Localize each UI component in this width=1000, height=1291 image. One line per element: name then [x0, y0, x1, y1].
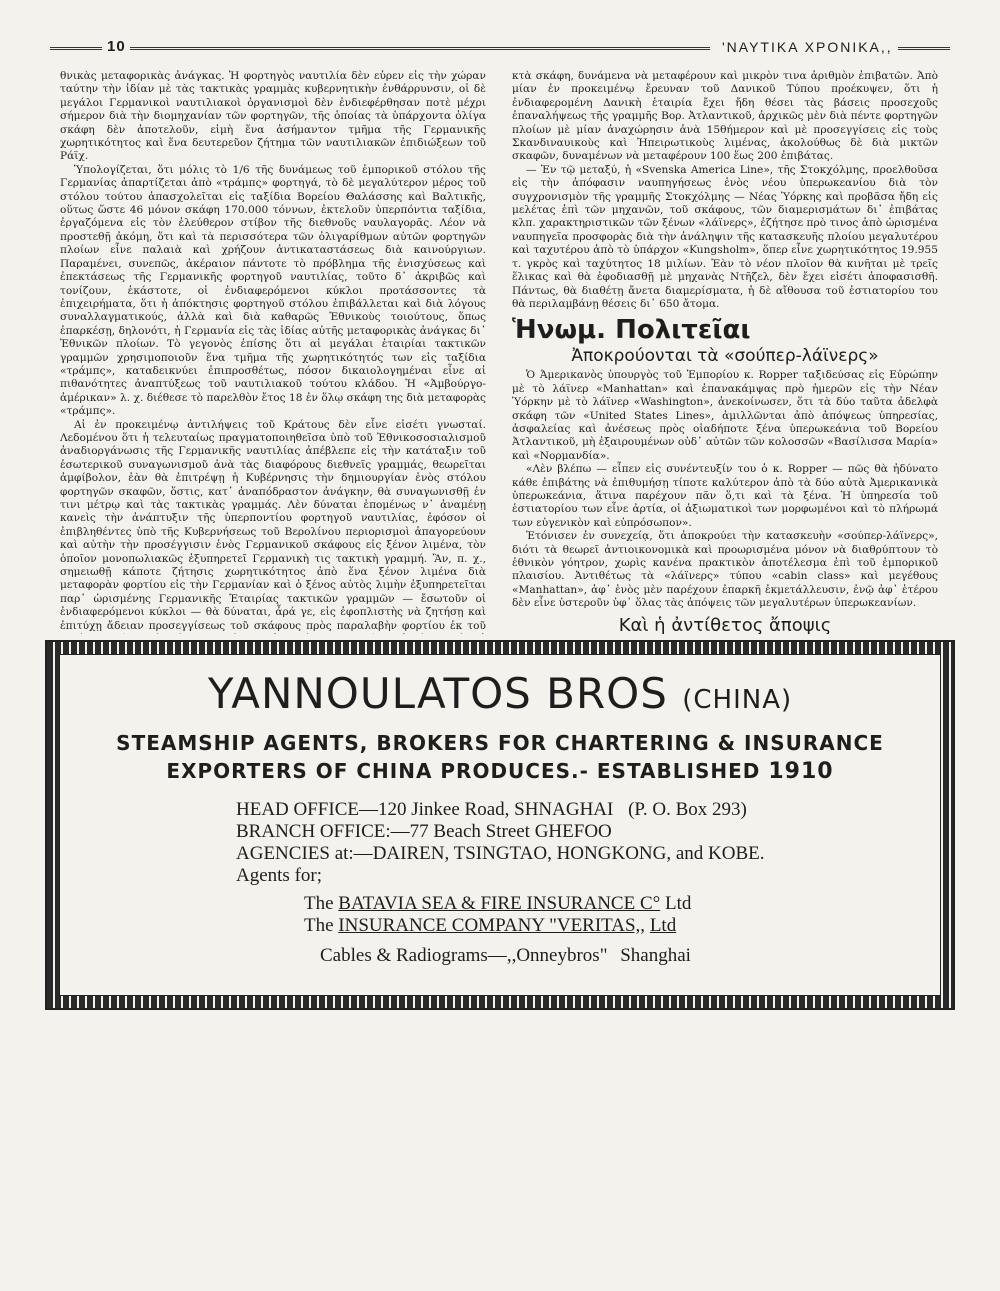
ad-agent1-suffix: Ltd: [664, 893, 692, 914]
ad-agencies-label: AGENCIES at:—: [236, 843, 373, 864]
ad-cables: [320, 945, 691, 967]
ad-exporters: [60, 759, 940, 784]
usa-paragraph-1: Ὁ Ἀμερικανὸς ὑπουργὸς τοῦ Ἐμπορίου κ. Ropper ταξιδεύσας εἰς Εὐρώπην μὲ τὸ λάϊνερ «Manhattan» καὶ ἐπανακάμψας πρὸ ἡμερῶν εἰς τὴν Νέαν Ὑόρκην μὲ τὸ λάϊνερ «Washington», ἀνεκοίνωσεν, ὅτι τὰ δύο ταῦτα ἀδελφὰ σκάφη τῶν «United States Lines», ἁμιλλῶνται ἀπὸ ἀπόψεως ὑπηρεσίας, ἀσφαλείας καὶ ἀνέσεως πρὸς οἱαδήποτε ξένα ὑπερωκεάνια τοῦ Βορείου Ἀτλαντικοῦ, μὴ ἐξαιρουμένων οὐδ᾽ αὐτῶν τῶν κολοσσῶν «Βασίλισσα Μαρία» καὶ «Νορμανδία».: [512, 369, 938, 462]
ad-company-name: [60, 669, 940, 718]
left-column: [60, 70, 486, 634]
ad-agents-for: Agents for;: [236, 865, 323, 886]
ad-branch-office-address: 77 Beach Street GHEFOO: [409, 821, 612, 842]
ad-cables-city: Shanghai: [620, 945, 691, 966]
ad-head-office-address: 120 Jinkee Road, SHNAGHAI: [377, 799, 614, 820]
section-title-usa: Ἡνωμ. Πολιτεῖαι: [512, 315, 751, 346]
ad-established-year: 1910: [768, 759, 834, 784]
ad-agent1-name: BATAVIA SEA & FIRE INSURANCE C°: [338, 893, 661, 914]
ad-agent1-prefix: The: [304, 893, 334, 914]
advertisement-inner: [59, 654, 941, 996]
journal-title: 'ΝΑΥΤΙΚΑ ΧΡΟΝΙΚΑ,,: [722, 39, 893, 55]
left-paragraph-2: Ὑπολογίζεται, ὅτι μόλις τὸ 1/6 τῆς δυνάμεως τοῦ ἐμπορικοῦ στόλου τῆς Γερμανίας ἀπαρτίζεται ἀπὸ «τράμπς» φορτηγά, τὸ δὲ μεγαλύτερον μέρος τοῦ στόλου τούτου ἀπασχολεῖται εἰς ταξίδια Βορείου Θαλάσσης καὶ Βαλτικῆς, οὕτως ὥστε 46 μόνον σκάφη 170.000 τόννων, ἐκτελοῦν ὑπερπόντια ταξίδια, ἐργαζόμενα εἰς τὸν ἐλεύθερον στίβον τῆς διεθνοῦς ναυλαγορᾶς. Λέον νὰ προστεθῇ ἀκόμη, ὅτι καὶ τὰ περισσότερα τῶν ὀλιγαρίθμων αὐτῶν φορτηγῶν πλοίων εἶνε παλαιὰ καὶ χρήζουν ἀντικαταστάσεως διὰ καινούργιων. Παραμένει, συνεπῶς, ἀκέραιον πάντοτε τὸ πρόβλημα τῆς ἐνισχύσεως καὶ ἐπεκτάσεως τῆς Γερμανικῆς φορτηγοῦ ναυτιλίας, τοῦτο δ᾽ ἀκριβῶς καὶ τονίζουν, ἑκάστοτε, οἱ ἐνδιαφερόμενοι κύκλοι προτάσσοντες τὰ ἐπιχειρήματα, ὅτι ἡ ἀπόκτησις φορτηγοῦ στόλου ἐπιβάλλεται καὶ διὰ λόγους συναλλαγματικούς, ἀλλὰ καὶ διὰ καθαρῶς Ἐθνικοὺς τοιούτους, ὅπως ἐπαρκέσῃ, δηλονότι, ἡ Γερμανία εἰς τὰς ἰδίας αὐτῆς μεταφορικὰς ἀνάγκας δι᾽ Ἐθνικῶν πλοίων. Τὸ γεγονὸς ἐπίσης ὅτι αἱ μεγάλαι ἑταιρίαι τακτικῶν γραμμῶν χρησιμοποιοῦν ἕνα τμῆμα τῆς χωρητικότητός των εἰς ταξίδια «τράμπς», καταδεικνύει ἐπιπροσθέτως, πόσον δικαιολογημέναι εἶνε αἱ πιθανότητες ἀναπτύξεως τοῦ ναυτιλιακοῦ τούτου κλάδου. Ἡ «Ἀμβούργο-ἀμέρικαν» λ. χ. διέθεσε τὸ παρελθὸν ἔτος 18 ἐν ὅλῳ σκάφη της διὰ μεταφορὰς «τράμπς».: [60, 163, 486, 418]
page-number: 10: [107, 38, 126, 55]
advertisement-box: [45, 640, 955, 1010]
ad-cables-label: Cables & Radiograms—: [320, 945, 507, 966]
header-rule-left: [50, 47, 102, 50]
right-paragraph-2: — Ἐν τῷ μεταξύ, ἡ «Svenska America Line», τῆς Στοκχόλμης, προελθοῦσα εἰς τὴν ἀπόφασιν ναυπηγήσεως ἑνὸς νέου ὑπερωκεανίου διὰ τὸν συγχρονισμὸν τῆς γραμμῆς Στοκχόλμης — Νέας Ὑόρκης καὶ προβᾶσα ἤδη εἰς μελέτας ἐπὶ τῶν μηχανῶν, τοῦ σκάφους, τῶν διαμερισμάτων δι᾽ ἐπιβάτας κλπ. χαρακτηριστικῶν τῶν ξένων «λάϊνερς», ἐζήτησε πρὸ τινος ἀπὸ ὡρισμένα ναυπηγεῖα προσφορὰς διὰ τὴν ἀνάληψιν τῆς κατασκευῆς πλοίου μεγαλυτέρου καὶ ταχυτέρου ἀπὸ τὸ ὑπάρχον «Kungsholm», ὅπερ εἶνε χωρητικότητος 19.955 τ. γκρὸς καὶ ταχύτητος 18 μιλίων. Ἐὰν τὸ νέον πλοῖον θὰ κινῆται μὲ τρεῖς ἕλικας καὶ θὰ ἐφοδιασθῇ μὲ μηχανὰς Ντῆζελ, δὲν ἔχει εἰσέτι ἀποφασισθῆ. Πάντως, θὰ διαθέτῃ ἄνετα διαμερίσματα, ἡ δὲ αἴθουσα τοῦ ἑστιατορίου του θὰ περιλαμβάνῃ θέσεις δι᾽ 650 ἄτομα.: [512, 163, 938, 310]
ad-company-suffix: (CHINA): [682, 685, 793, 715]
ad-agent2-name: INSURANCE COMPANY "VERITAS,,: [338, 915, 646, 936]
ad-agencies-list: DAIREN, TSINGTAO, HONGKONG, and KOBE.: [372, 843, 765, 864]
ad-branch-office-label: BRANCH OFFICE:—: [236, 821, 410, 842]
ad-agent2-prefix: The: [304, 915, 334, 936]
usa-paragraph-3: Ἐτόνισεν ἐν συνεχείᾳ, ὅτι ἀποκρούει τὴν κατασκευὴν «σούπερ-λάϊνερς», διότι τὰ θεωρεῖ ἀντιοικονομικὰ καὶ προωρισμένα μόνον νὰ διαθρύπτουν τὸ ἐθνικὸν γόητρον, χωρὶς κανένα πρακτικὸν ἀποτέλεσμα ἐπὶ τοῦ ἐμπορικοῦ πλαισίου. Ἀντιθέτως τὰ «λάϊνερς» τύπου «cabin class» καὶ μεγέθους «Manhattan», ἀφ᾽ ἑνὸς μὲν παρέχουν ἐπαρκῆ ἐκμετάλλευσιν, ἐνῷ ἀφ᾽ ἑτέρου δὲν εἶνε ὑστεροῦν ὑφ᾽ ὅλας τὰς ἀπόψεις τῶν μεγαλυτέρων ὑπερωκεανίων.: [512, 530, 938, 610]
ad-exporters-text: EXPORTERS OF CHINA PRODUCES.- ESTABLISHED: [166, 759, 761, 783]
header-rule-right: [898, 47, 950, 50]
section-subtitle-opposite-view: Καὶ ἡ ἀντίθετος ἄποψις: [618, 614, 832, 634]
section-subtitle-usa: Ἀποκρούονται τὰ «σούπερ-λάϊνερς»: [571, 346, 879, 367]
left-paragraph-1: θνικὰς μεταφορικὰς ἀνάγκας. Ἡ φορτηγὸς ναυτιλία δὲν εὗρεν εἰς τὴν χώραν ταύτην τὴν ἰδίαν μὲ τὰς τακτικὰς γραμμὰς κυβερνητικὴν ἐνθάρρυνσιν, οἱ δὲ μεγάλοι Γερμανικοὶ ναυτιλιακοὶ ὀργανισμοὶ δὲν ἐνδιεφέρθησαν ποτὲ μέχρι σήμερον διὰ τὴν διομηχανίαν τῶν φορτηγῶν, τῆς ὁποίας τὰ ὑπάρχοντα ὀλίγα σκάφη δὲν ἀποτελοῦν, εἰμὴ ἕνα ἀσήμαντον τμῆμα τῆς Γερμανικῆς χωρητικότητος καὶ ἕνα δευτερεῦον ζήτημα τῶν ναυτιλιακῶν ἐπιδιώξεων τοῦ Ράϊχ.: [60, 70, 486, 163]
ad-agent-veritas: [304, 915, 676, 937]
ad-services: STEAMSHIP AGENTS, BROKERS FOR CHARTERING & INSURANCE: [116, 731, 884, 755]
usa-paragraph-2: «Λὲν βλέπω — εἶπεν εἰς συνέντευξίν του ὁ κ. Ropper — πῶς θὰ ἠδύνατο κάθε ἐπιβάτης νὰ ἐπιθυμήσῃ τίποτε καλύτερον ἀπὸ τὰ δύο αὐτὰ Ἀμερικανικὰ ὑπερωκεάνια, ἅτινα παρέχουν πᾶν ὅ,τι καὶ τὰ ξένα. Ἡ ὑπηρεσία τοῦ ἑστιατορίου των εἶνε ἀρτία, οἱ ἀξιωματικοὶ των μορφωμένοι καὶ τὸ πλήρωμά των εὐγενικὸν καὶ εὐπρόσωπον».: [512, 463, 938, 529]
ad-agent-batavia: [304, 893, 691, 915]
ad-agencies: [236, 843, 765, 865]
ad-head-office: [236, 799, 747, 821]
page-header: [50, 38, 950, 58]
ad-cables-code: ,,Onneybros": [506, 945, 608, 966]
ad-po-box: (P. O. Box 293): [628, 799, 747, 820]
ad-agent2-suffix: Ltd: [649, 915, 677, 936]
header-rule-middle: [130, 47, 710, 50]
right-column: [512, 70, 938, 634]
right-paragraph-1: κτὰ σκάφη, δυνάμενα νὰ μεταφέρουν καὶ μικρὸν τινα ἀριθμὸν ἐπιβατῶν. Ἀπὸ μίαν ἐν προκειμένῳ ἔρευναν τοῦ Δανικοῦ Τύπου προέκυψεν, ὅτι ἡ ἐνδιαφερομένη Δανικὴ ἑταιρία ἔχει ἤδη θέσει τὰς βάσεις προσεχοῦς ἐπαναλήψεως τῆς γραμμῆς Βορ. Ἀτλαντικοῦ, ἀρχικῶς μὲν διὰ πέντε φορτηγῶν πλοίων μὲ μίαν ἀναχώρησιν ἀνὰ 15θήμερον καὶ μὲ προσεγγίσεις εἰς τοὺς Σκανδιναυικοὺς καὶ Ἠπειρωτικοὺς λιμένας, ἀκολούθως δὲ διὰ μικτῶν σκαφῶν, δυναμένων νὰ μεταφέρουν 100 ἕως 200 ἐπιβάτας.: [512, 70, 938, 163]
ad-company-main: YANNOULATOS BROS: [207, 669, 668, 718]
ad-head-office-label: HEAD OFFICE—: [236, 799, 378, 820]
left-paragraph-3: Αἱ ἐν προκειμένῳ ἀντιλήψεις τοῦ Κράτους δὲν εἶνε εἰσέτι γνωσταί. Λεδομένου ὅτι ἡ τελευταίως πραγματοποιηθεῖσα ὑπὸ τοῦ Ἐθνικοσοσιαλισμοῦ ἀναδιοργάνωσις τῆς Γερμανικῆς ναυτιλίας ἀπέβλεπε εἰς τὴν κατάταξιν τοῦ ἐσωτερικοῦ συναγωνισμοῦ ἀνὰ τὰς διαφόρους διεθνεῖς γραμμάς, θεωρεῖται ἀμφίβολον, ἐὰν θὰ ἐπιτρέψῃ ἡ Κυβέρνησις τὴν δημιουργίαν ἑνὸς στόλου φορτηγῶν σκαφῶν, ὅστις, κατ᾽ ἀναπόδραστον ἀνάγκην, θὰ συναγωνισθῇ ἐν τινι μέτρῳ καὶ τὰς τακτικὰς γραμμάς. Λὲν δύναται ἑπομένως ν᾽ ἀναμένῃ κανεὶς τὴν ἀνάπτυξιν τῆς ὑπερποντίου φορτηγοῦ ναυτιλίας, ἐφόσον οἱ ἐπιβληθέντες ὑπὸ τῆς Κυβερνήσεως τοῦ Βερολίνου περιορισμοὶ ἀπαγορεύουν καὶ αὐτὴν τὴν προσέγγισιν ἑνὸς Γερμανικοῦ σκάφους εἰς ξένον λιμένα, τὸν ὁποῖον μονοπωλιακῶς ἐξυπηρετεῖ Γερμανικὴ τις τακτικὴ γραμμή. Ἂν, π. χ., σημειωθῇ κάποτε ζήτησις χωρητικότητος ἀπὸ ἕνα ξένον λιμένα διὰ μεταφορὰν φορτίου εἰς τὴν Γερμανίαν καὶ ὁ ξένος αὐτὸς λιμὴν ἐξυπηρετεῖται παρ᾽ ὡρισμένης Γερμανικῆς Ἑταιρίας τακτικῶν γραμμῶν — ἔσωτοῦν οἱ ἐνδιαφερόμενοι κύκλοι — θὰ δύναται, ἆρά γε, εἰς ἐφοπλιστὴς νὰ ζητήσῃ καὶ ἐπιτύχῃ ἄδειαν προσεγγίσεως τοῦ σκάφους πρὸς παραλαβὴν φορτίου ἐκ τοῦ: [60, 418, 486, 632]
ad-branch-office: [236, 821, 612, 843]
